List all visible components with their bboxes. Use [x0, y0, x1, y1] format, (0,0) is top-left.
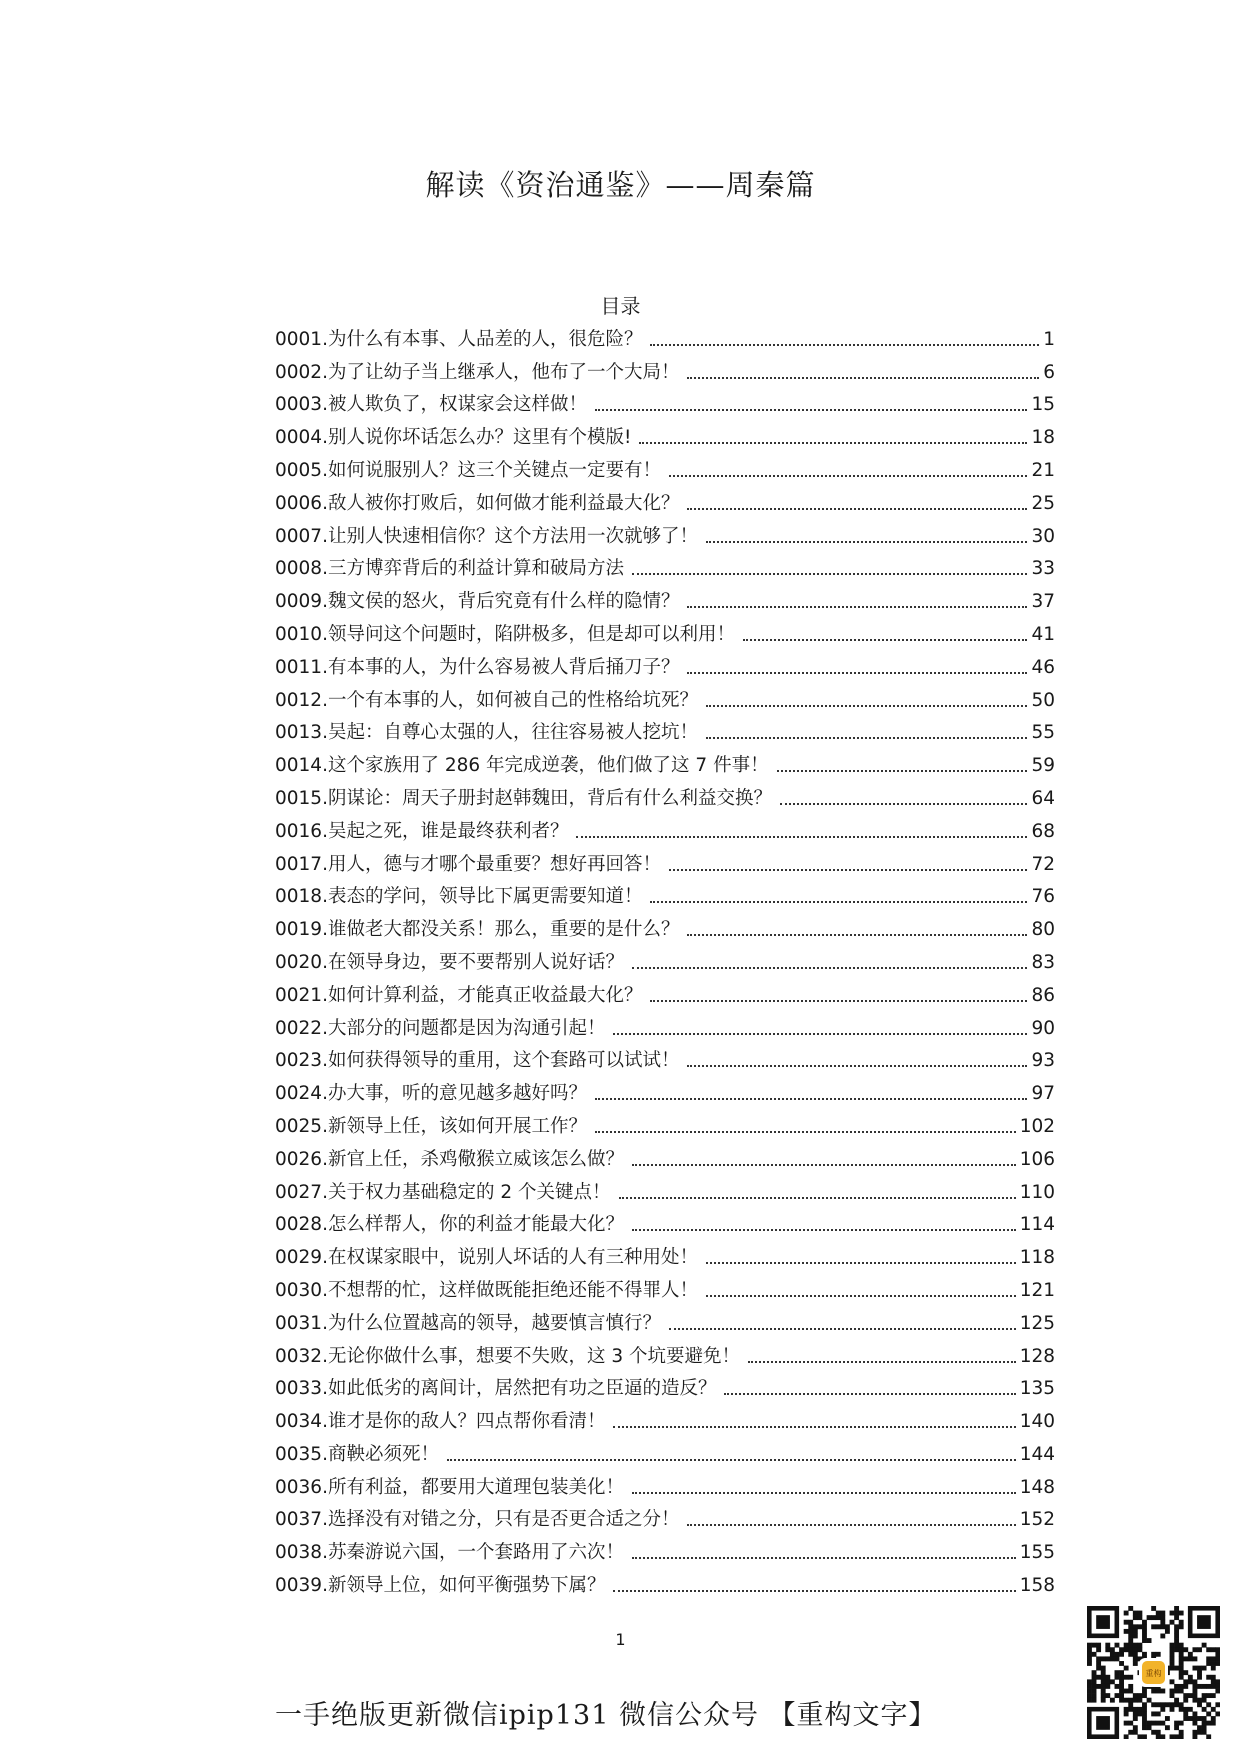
toc-entry-title: 新领导上位，如何平衡强势下属？ — [327, 1575, 606, 1597]
toc-entry[interactable] — [275, 1336, 1055, 1369]
toc-entry[interactable] — [275, 942, 1055, 975]
toc-entry-page: 121 — [1019, 1279, 1055, 1301]
toc-entry[interactable] — [275, 713, 1055, 746]
toc-entry-number: 0032. — [275, 1345, 328, 1367]
toc-dot-leader — [724, 1393, 1015, 1395]
toc-entry[interactable] — [275, 483, 1055, 516]
toc-entry-number: 0025. — [275, 1115, 328, 1137]
toc-entry-number: 0024. — [275, 1083, 328, 1105]
toc-entry-page: 76 — [1031, 886, 1055, 908]
toc-entry[interactable] — [275, 1500, 1055, 1533]
toc-entry[interactable] — [275, 1434, 1055, 1467]
toc-entry-number: 0014. — [275, 755, 328, 777]
toc-dot-leader — [613, 1426, 1015, 1428]
toc-entry-title: 无论你做什么事，想要不失败，这 3 个坑要避免！ — [327, 1345, 741, 1367]
toc-entry-page: 135 — [1019, 1378, 1055, 1400]
toc-entry-title: 领导问这个问题时，陷阱极多，但是却可以利用！ — [327, 623, 735, 645]
toc-entry-title: 如此低劣的离间计，居然把有功之臣逼的造反？ — [327, 1378, 717, 1400]
toc-entry-page: 140 — [1019, 1411, 1055, 1433]
toc-dot-leader — [632, 1557, 1016, 1559]
toc-entry[interactable] — [275, 1041, 1055, 1074]
toc-entry-page: 155 — [1019, 1542, 1055, 1564]
toc-entry-number: 0020. — [275, 951, 328, 973]
toc-entry[interactable] — [275, 352, 1055, 385]
toc-dot-leader — [632, 1164, 1016, 1166]
toc-entry-title: 关于权力基础稳定的 2 个关键点！ — [327, 1181, 611, 1203]
toc-entry-title: 魏文侯的怒火，背后究竟有什么样的隐情？ — [327, 591, 680, 613]
toc-entry[interactable] — [275, 549, 1055, 582]
toc-dot-leader — [595, 1098, 1027, 1100]
toc-entry-number: 0023. — [275, 1050, 328, 1072]
toc-entry-page: 15 — [1031, 394, 1055, 416]
toc-entry[interactable] — [275, 877, 1055, 910]
toc-dot-leader — [687, 1524, 1015, 1526]
toc-entry-number: 0003. — [275, 394, 328, 416]
qr-code-icon — [1087, 1606, 1220, 1739]
toc-entry-page: 30 — [1031, 525, 1055, 547]
toc-dot-leader — [777, 770, 1028, 772]
toc-dot-leader — [706, 705, 1027, 707]
toc-entry-number: 0017. — [275, 853, 328, 875]
toc-entry-page: 59 — [1031, 755, 1055, 777]
toc-entry-page: 72 — [1031, 853, 1055, 875]
toc-entry-page: 37 — [1031, 591, 1055, 613]
toc-entry-title: 新领导上任，该如何开展工作？ — [327, 1115, 587, 1137]
toc-entry-number: 0009. — [275, 591, 328, 613]
toc-dot-leader — [447, 1459, 1016, 1461]
toc-entry-number: 0039. — [275, 1575, 328, 1597]
toc-entry-page: 18 — [1031, 427, 1055, 449]
toc-dot-leader — [639, 442, 1027, 444]
toc-entry-title: 谁才是你的敌人？四点帮你看清！ — [327, 1411, 606, 1433]
toc-entry[interactable] — [275, 614, 1055, 647]
toc-entry-number: 0012. — [275, 689, 328, 711]
toc-entry-number: 0011. — [275, 656, 328, 678]
toc-entry[interactable] — [275, 581, 1055, 614]
toc-entry-title: 怎么样帮人，你的利益才能最大化？ — [327, 1214, 624, 1236]
toc-entry-title: 谁做老大都没关系！那么，重要的是什么？ — [327, 919, 680, 941]
toc-entry[interactable] — [275, 778, 1055, 811]
toc-heading: 目录 — [600, 294, 641, 318]
toc-entry-page: 41 — [1031, 623, 1055, 645]
toc-entry-title: 在权谋家眼中，说别人坏话的人有三种用处！ — [327, 1247, 698, 1269]
toc-entry[interactable] — [275, 1139, 1055, 1172]
toc-dot-leader — [632, 573, 1027, 575]
toc-entry-page: 25 — [1031, 492, 1055, 514]
toc-entry-page: 158 — [1019, 1575, 1055, 1597]
toc-entry-title: 为了让幼子当上继承人，他布了一个大局！ — [327, 361, 680, 383]
toc-entry-page: 33 — [1031, 558, 1055, 580]
toc-entry-page: 80 — [1031, 919, 1055, 941]
toc-entry-title: 别人说你坏话怎么办？这里有个模版! — [327, 427, 632, 449]
toc-entry-page: 148 — [1019, 1476, 1055, 1498]
toc-entry-number: 0005. — [275, 459, 328, 481]
toc-entry-number: 0026. — [275, 1148, 328, 1170]
toc-dot-leader — [650, 1000, 1027, 1002]
toc-entry[interactable] — [275, 647, 1055, 680]
table-of-contents — [275, 319, 1055, 1598]
toc-entry-title: 在领导身边，要不要帮别人说好话？ — [327, 951, 624, 973]
toc-entry-title: 办大事，听的意见越多越好吗？ — [327, 1083, 587, 1105]
toc-entry-page: 6 — [1043, 361, 1055, 383]
qr-badge-label: 重构 — [1145, 1669, 1162, 1678]
toc-entry-title: 被人欺负了，权谋家会这样做！ — [327, 394, 587, 416]
toc-entry-number: 0019. — [275, 919, 328, 941]
toc-dot-leader — [632, 1229, 1016, 1231]
qr-code — [1087, 1606, 1220, 1739]
toc-entry[interactable] — [275, 1401, 1055, 1434]
toc-entry-title: 表态的学问，领导比下属更需要知道！ — [327, 886, 643, 908]
toc-dot-leader — [687, 606, 1027, 608]
toc-entry-title: 如何获得领导的重用，这个套路可以试试！ — [327, 1050, 680, 1072]
toc-entry-title: 不想帮的忙，这样做既能拒绝还能不得罪人！ — [327, 1279, 698, 1301]
toc-entry[interactable] — [275, 844, 1055, 877]
toc-entry-page: 106 — [1019, 1148, 1055, 1170]
toc-entry[interactable] — [275, 319, 1055, 352]
toc-entry-number: 0030. — [275, 1279, 328, 1301]
toc-entry-page: 64 — [1031, 787, 1055, 809]
toc-dot-leader — [687, 672, 1027, 674]
toc-entry-title: 阴谋论：周天子册封赵韩魏田，背后有什么利益交换？ — [327, 787, 772, 809]
toc-entry[interactable] — [275, 680, 1055, 713]
toc-dot-leader — [613, 1590, 1015, 1592]
toc-entry-title: 这个家族用了 286 年完成逆袭，他们做了这 7 件事！ — [327, 755, 769, 777]
toc-entry-title: 所有利益，都要用大道理包装美化！ — [327, 1476, 624, 1498]
toc-entry-number: 0010. — [275, 623, 328, 645]
toc-dot-leader — [706, 1295, 1016, 1297]
toc-dot-leader — [632, 967, 1027, 969]
toc-entry-page: 97 — [1031, 1083, 1055, 1105]
toc-entry-title: 选择没有对错之分，只有是否更合适之分！ — [327, 1509, 680, 1531]
toc-entry-title: 商鞅必须死！ — [327, 1443, 439, 1465]
toc-dot-leader — [706, 737, 1027, 739]
toc-entry-number: 0029. — [275, 1247, 328, 1269]
toc-entry-number: 0022. — [275, 1017, 328, 1039]
toc-entry-number: 0038. — [275, 1542, 328, 1564]
toc-dot-leader — [687, 377, 1039, 379]
toc-dot-leader — [595, 1131, 1016, 1133]
toc-entry[interactable] — [275, 1270, 1055, 1303]
toc-entry-number: 0037. — [275, 1509, 328, 1531]
toc-dot-leader — [706, 541, 1027, 543]
toc-entry[interactable] — [275, 1532, 1055, 1565]
toc-entry-page: 93 — [1031, 1050, 1055, 1072]
toc-dot-leader — [650, 344, 1039, 346]
toc-entry[interactable] — [275, 516, 1055, 549]
toc-entry-number: 0002. — [275, 361, 328, 383]
toc-entry-number: 0036. — [275, 1476, 328, 1498]
toc-entry-title: 一个有本事的人，如何被自己的性格给坑死？ — [327, 689, 698, 711]
toc-entry[interactable] — [275, 1303, 1055, 1336]
toc-entry[interactable] — [275, 1565, 1055, 1598]
toc-entry[interactable] — [275, 1205, 1055, 1238]
toc-dot-leader — [669, 1328, 1016, 1330]
toc-entry[interactable] — [275, 1237, 1055, 1270]
footer-text: 一手绝版更新微信ipip131 微信公众号 【重构文字】 — [275, 1700, 937, 1731]
toc-entry[interactable] — [275, 811, 1055, 844]
toc-entry[interactable] — [275, 450, 1055, 483]
toc-entry-number: 0016. — [275, 820, 328, 842]
toc-entry-title: 吴起之死，谁是最终获利者？ — [327, 820, 569, 842]
toc-entry-number: 0007. — [275, 525, 328, 547]
toc-entry-page: 152 — [1019, 1509, 1055, 1531]
toc-entry-page: 83 — [1031, 951, 1055, 973]
toc-dot-leader — [687, 508, 1027, 510]
toc-entry-title: 如何说服别人？这三个关键点一定要有！ — [327, 459, 661, 481]
toc-entry-title: 用人，德与才哪个最重要？想好再回答！ — [327, 853, 661, 875]
toc-entry-number: 0018. — [275, 886, 328, 908]
toc-dot-leader — [743, 639, 1027, 641]
toc-entry[interactable] — [275, 745, 1055, 778]
toc-dot-leader — [780, 803, 1027, 805]
toc-entry[interactable] — [275, 1106, 1055, 1139]
toc-dot-leader — [619, 1197, 1016, 1199]
page-number: 1 — [615, 1630, 626, 1649]
toc-entry[interactable] — [275, 1008, 1055, 1041]
toc-entry-title: 大部分的问题都是因为沟通引起！ — [327, 1017, 606, 1039]
toc-entry-page: 144 — [1019, 1443, 1055, 1465]
toc-dot-leader — [650, 901, 1027, 903]
toc-entry[interactable] — [275, 1369, 1055, 1402]
toc-entry-number: 0008. — [275, 558, 328, 580]
toc-entry-title: 吴起：自尊心太强的人，往往容易被人挖坑！ — [327, 722, 698, 744]
toc-entry-page: 86 — [1031, 984, 1055, 1006]
toc-entry-page: 50 — [1031, 689, 1055, 711]
toc-entry-title: 让别人快速相信你？这个方法用一次就够了！ — [327, 525, 698, 547]
toc-entry[interactable] — [275, 1172, 1055, 1205]
toc-entry[interactable] — [275, 975, 1055, 1008]
toc-entry[interactable] — [275, 1467, 1055, 1500]
toc-dot-leader — [632, 1492, 1016, 1494]
toc-dot-leader — [687, 934, 1027, 936]
toc-entry[interactable] — [275, 417, 1055, 450]
toc-dot-leader — [748, 1361, 1016, 1363]
toc-entry-page: 90 — [1031, 1017, 1055, 1039]
toc-entry-number: 0035. — [275, 1443, 328, 1465]
toc-entry-title: 如何计算利益，才能真正收益最大化？ — [327, 984, 643, 1006]
toc-entry-number: 0021. — [275, 984, 328, 1006]
toc-entry[interactable] — [275, 1073, 1055, 1106]
toc-entry-page: 21 — [1031, 459, 1055, 481]
toc-dot-leader — [669, 869, 1027, 871]
toc-entry-title: 为什么有本事、人品差的人，很危险？ — [327, 328, 643, 350]
toc-entry-title: 有本事的人，为什么容易被人背后捅刀子？ — [327, 656, 680, 678]
toc-entry[interactable] — [275, 385, 1055, 418]
toc-entry-title: 敌人被你打败后，如何做才能利益最大化？ — [327, 492, 680, 514]
toc-entry-page: 68 — [1031, 820, 1055, 842]
toc-entry-number: 0033. — [275, 1378, 328, 1400]
toc-entry-title: 新官上任，杀鸡儆猴立威该怎么做？ — [327, 1148, 624, 1170]
toc-entry-page: 55 — [1031, 722, 1055, 744]
toc-entry-page: 46 — [1031, 656, 1055, 678]
toc-entry-page: 102 — [1019, 1115, 1055, 1137]
toc-entry-title: 为什么位置越高的领导，越要慎言慎行？ — [327, 1312, 661, 1334]
toc-entry[interactable] — [275, 909, 1055, 942]
toc-entry-number: 0028. — [275, 1214, 328, 1236]
toc-entry-page: 1 — [1043, 328, 1055, 350]
toc-entry-page: 128 — [1019, 1345, 1055, 1367]
toc-entry-title: 苏秦游说六国，一个套路用了六次！ — [327, 1542, 624, 1564]
toc-entry-number: 0031. — [275, 1312, 328, 1334]
toc-entry-number: 0004. — [275, 427, 328, 449]
toc-dot-leader — [706, 1262, 1016, 1264]
toc-entry-page: 114 — [1019, 1214, 1055, 1236]
toc-dot-leader — [687, 1065, 1027, 1067]
toc-entry-number: 0034. — [275, 1411, 328, 1433]
toc-dot-leader — [576, 836, 1027, 838]
toc-entry-page: 118 — [1019, 1247, 1055, 1269]
toc-entry-number: 0013. — [275, 722, 328, 744]
toc-dot-leader — [613, 1033, 1027, 1035]
toc-entry-page: 125 — [1019, 1312, 1055, 1334]
toc-entry-title: 三方博弈背后的利益计算和破局方法 — [327, 558, 624, 580]
document-title: 解读《资治通鉴》——周秦篇 — [425, 168, 816, 202]
toc-entry-number: 0006. — [275, 492, 328, 514]
toc-entry-number: 0001. — [275, 328, 328, 350]
toc-dot-leader — [595, 409, 1027, 411]
toc-dot-leader — [669, 475, 1027, 477]
toc-entry-number: 0027. — [275, 1181, 328, 1203]
toc-entry-page: 110 — [1019, 1181, 1055, 1203]
toc-entry-number: 0015. — [275, 787, 328, 809]
